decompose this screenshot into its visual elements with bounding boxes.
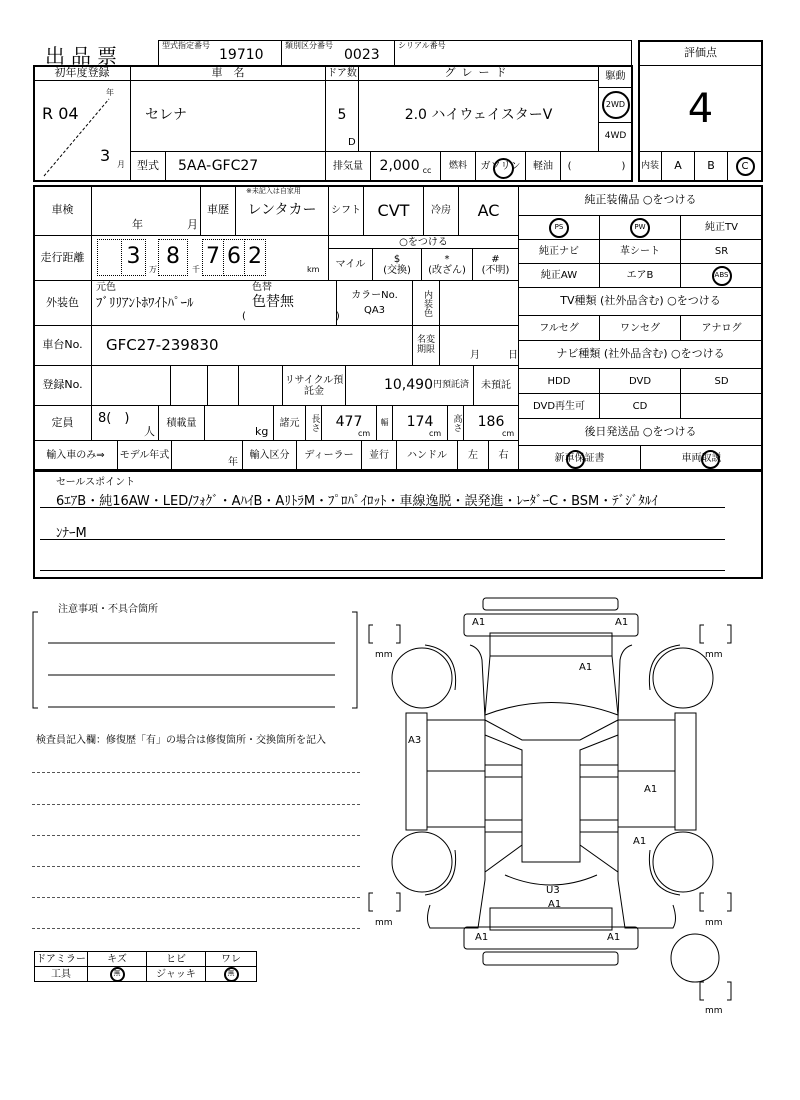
load-label: 積載量: [158, 405, 205, 441]
label: 月: [470, 350, 480, 361]
label: 千: [192, 265, 200, 274]
handle-label: ハンドル: [396, 440, 458, 471]
fuel-other[interactable]: ( ): [560, 151, 633, 182]
displacement-value: 2,000: [379, 157, 420, 174]
navi-header: ナビ種類 (社外品含む) ○をつける: [518, 340, 763, 369]
jack-label: ジャッキ: [146, 966, 206, 982]
label: 元色: [96, 282, 116, 293]
label: 純正TV: [705, 222, 738, 233]
mirror-scratch[interactable]: キズ: [87, 951, 147, 967]
spec-label: 諸元: [273, 405, 306, 441]
history-label: 車歴: [200, 185, 236, 236]
label: cm: [502, 429, 515, 438]
left-rear-window: [485, 832, 522, 872]
mirror-crack[interactable]: ヒビ: [146, 951, 206, 967]
history-note: ※未記入は自家用: [246, 187, 301, 195]
front-left-wheel: [392, 648, 452, 708]
label: cc: [422, 166, 432, 176]
right-rocker: [675, 713, 696, 830]
damage-mark: U3: [546, 885, 560, 896]
rear-right-wheel: [653, 832, 713, 892]
label: 年: [132, 218, 143, 231]
label: 円預託済: [432, 379, 469, 390]
interior-label: 内装: [638, 151, 662, 182]
sheet-title: 出品票: [45, 44, 123, 68]
height-label: 高さ: [447, 405, 464, 441]
name-change-label: 名変期限: [412, 325, 440, 366]
label: 新車保証書: [554, 452, 605, 464]
damage-mark: A1: [644, 784, 658, 795]
label: 人: [144, 425, 155, 438]
damage-mark: A1: [475, 932, 489, 943]
label: カラーNo.: [351, 290, 398, 301]
reg-no-label: 登録No.: [33, 365, 92, 406]
recycle-label: リサイクル預託金: [282, 365, 346, 406]
mileage-digit: 7: [202, 239, 224, 276]
circled-mark: PS: [549, 218, 569, 238]
right-rear-door: [618, 771, 675, 827]
label: 年: [228, 457, 238, 468]
circled-mark: ABS: [712, 266, 732, 286]
first-reg-month: 3: [100, 146, 111, 165]
damage-mark: A1: [472, 617, 486, 628]
label: 車両取説: [681, 452, 722, 464]
tv-analog[interactable]: アナログ: [680, 315, 763, 341]
first-reg-year: R 04: [42, 104, 79, 123]
left-rocker: [406, 713, 427, 830]
navi-sd[interactable]: SD: [680, 368, 763, 394]
mileage-mark-mile[interactable]: マイル: [328, 248, 373, 281]
hood: [485, 656, 618, 715]
doors-number: 5: [337, 107, 347, 124]
spare-tire: [671, 934, 719, 982]
grade-value: 2.0 ハイウェイスターV: [358, 80, 599, 152]
length-value: 477: [335, 414, 363, 431]
sales-point-line-1: 6ｴｱB・純16AW・LED/ﾌｫｸﾞ・AﾊｲB・AﾘﾄﾗM・ﾌﾟﾛﾊﾟｲﾛｯﾄ・車線逸脱・誤発進・ﾚｰﾀﾞｰC・BSM・ﾃﾞｼﾞﾀﾙｲ: [56, 494, 658, 509]
label: 革シート: [620, 246, 660, 257]
score-value: 4: [638, 65, 763, 152]
tv-header: TV種類 (社外品含む) ○をつける: [518, 287, 763, 316]
first-reg-label: 初年度登録: [33, 65, 131, 81]
sales-point-line-2: ﾝﾅｰM: [56, 526, 87, 541]
navi-cd[interactable]: CD: [599, 393, 681, 419]
interior-color-label: 内装色: [412, 280, 440, 326]
left-mid-window: [485, 777, 522, 820]
mileage-mark-header: ○をつける: [328, 235, 519, 249]
model-label: 型式: [130, 151, 166, 182]
model-value: 5AA-GFC27: [165, 151, 326, 182]
label: ( ): [242, 311, 340, 322]
later-header: 後日発送品 ○をつける: [518, 418, 763, 446]
tv-oneseg[interactable]: ワンセグ: [599, 315, 681, 341]
caution-label: 注意事項・不具合箇所: [58, 604, 158, 615]
damage-mark: A3: [408, 735, 422, 746]
label: 月: [187, 218, 198, 231]
label: 日: [508, 350, 518, 361]
label: cm: [358, 429, 371, 438]
label: 型式指定番号: [162, 41, 210, 50]
bracket-spare: [700, 982, 731, 1000]
label: エアB: [626, 270, 654, 281]
mileage-label: 走行距離: [33, 235, 92, 281]
left-rear-door: [427, 771, 485, 827]
category-value: 0023: [344, 47, 380, 63]
mileage-mark-exchanged[interactable]: $ (交換): [372, 248, 422, 281]
fuel-diesel[interactable]: 軽油: [525, 151, 561, 182]
left-front-door: [427, 720, 485, 771]
front-right-wheel: [653, 648, 713, 708]
exterior-color-label: 外装色: [33, 280, 92, 326]
length-label: 長さ: [305, 405, 322, 441]
chassis-value: GFC27-239830: [91, 325, 413, 366]
history-value: レンタカー: [247, 201, 317, 218]
damage-mark: A1: [615, 617, 629, 628]
tools-label: 工具: [34, 966, 88, 982]
label: 類別区分番号: [285, 41, 333, 50]
capacity-value: 8( ): [98, 411, 130, 426]
import-parallel[interactable]: 並行: [361, 440, 397, 471]
left-fender: [428, 645, 486, 928]
shift-value: CVT: [363, 185, 424, 236]
navi-dvd[interactable]: DVD: [599, 368, 681, 394]
circled-mark: PW: [630, 218, 650, 238]
left-front-window: [485, 735, 522, 765]
import-type-label: 輸入区分: [242, 440, 297, 471]
recycle-not-deposited[interactable]: 未預託: [473, 365, 519, 406]
mileage-digit: 8: [158, 239, 188, 276]
mm-label: mm: [705, 918, 723, 928]
label: 色替: [252, 282, 272, 293]
inspection-label: 車検: [33, 185, 92, 236]
label: SR: [714, 246, 729, 257]
car-name: セレナ: [130, 80, 326, 152]
capacity-label: 定員: [33, 405, 92, 441]
chassis-label: 車台No.: [33, 325, 92, 366]
import-dealer[interactable]: ディーラー: [296, 440, 362, 471]
mileage-digit: 3: [121, 239, 146, 276]
equipment-header: 純正装備品 ○をつける: [518, 185, 763, 216]
navi-dvd-playback[interactable]: DVD再生可: [518, 393, 600, 419]
sales-point-label: セールスポイント: [56, 477, 136, 488]
handle-left[interactable]: 左: [457, 440, 489, 471]
doors-label: ドア数: [325, 65, 359, 81]
damage-mark: A1: [579, 662, 593, 673]
right-mid-window: [580, 777, 618, 820]
displacement-label: 排気量: [325, 151, 371, 182]
fuel-label: 燃料: [440, 151, 476, 182]
navi-hdd[interactable]: HDD: [518, 368, 600, 394]
damage-mark: A1: [607, 932, 621, 943]
right-front-door: [618, 720, 675, 771]
rear-left-wheel: [392, 832, 452, 892]
color-no-value: QA3: [363, 305, 386, 316]
grade-label: グレード: [358, 65, 599, 81]
circled-mark: 無: [224, 967, 239, 982]
rear-glass: [505, 875, 597, 885]
inspector-label: 検査員記入欄：修復歴「有」の場合は修復箇所・交換箇所を記入: [36, 735, 326, 746]
label: D: [348, 137, 356, 148]
handle-right[interactable]: 右: [488, 440, 519, 471]
front-grille: [483, 598, 618, 610]
damage-mark: A1: [548, 899, 562, 910]
drive-label: 駆動: [598, 65, 633, 88]
repaint-value: 色替無: [252, 294, 294, 310]
label: kg: [255, 425, 269, 438]
right-front-window: [580, 735, 618, 765]
label: 月: [117, 160, 125, 169]
height-value: 186: [477, 414, 505, 431]
label: シリアル番号: [398, 41, 446, 50]
mm-label: mm: [705, 650, 723, 660]
model-year-label: モデル年式: [117, 440, 172, 471]
mileage-mark-tampered[interactable]: * (改ざん): [421, 248, 473, 281]
mm-label: mm: [375, 650, 393, 660]
interior-option-a[interactable]: A: [661, 151, 695, 182]
bracket-rr: [700, 893, 731, 911]
right-rear-window: [580, 832, 618, 872]
ac-value: AC: [458, 185, 519, 236]
rear-step: [483, 952, 618, 965]
windshield-edge: [485, 720, 618, 740]
label: cm: [429, 429, 442, 438]
label: 年: [106, 88, 114, 97]
mirror-broken[interactable]: ワレ: [205, 951, 257, 967]
circled-mark: 2WD: [602, 91, 630, 119]
roof: [522, 750, 580, 862]
damage-mark: A1: [633, 836, 647, 847]
tv-fullseg[interactable]: フルセグ: [518, 315, 600, 341]
label: km: [307, 265, 320, 274]
door-mirror-label: ドアミラー: [34, 951, 88, 967]
label: 純正AW: [540, 270, 578, 281]
mileage-digit: 6: [223, 239, 245, 276]
score-label: 評価点: [638, 40, 763, 66]
mm-label: mm: [705, 1006, 723, 1016]
car-name-label: 車 名: [130, 65, 326, 81]
shift-label: シフト: [328, 185, 364, 236]
circled-mark: C: [736, 157, 755, 176]
circled-mark: 無: [110, 967, 125, 982]
width-value: 174: [406, 414, 434, 431]
label: 万: [149, 265, 157, 274]
import-label: 輸入車のみ⇒: [33, 440, 118, 471]
interior-option-b[interactable]: B: [694, 151, 728, 182]
recycle-amount: 10,490: [383, 376, 433, 393]
bracket-fl: [369, 625, 400, 643]
type-designation-value: 19710: [219, 47, 264, 63]
width-label: 幅: [376, 405, 393, 441]
drive-4wd[interactable]: 4WD: [598, 122, 633, 152]
label: 純正ナビ: [539, 246, 579, 257]
mileage-digit: 2: [244, 239, 266, 276]
original-color: ﾌﾞﾘﾘｱﾝﾄﾎﾜｲﾄﾊﾟｰﾙ: [96, 296, 194, 311]
mm-label: mm: [375, 918, 393, 928]
bracket-rl: [369, 893, 400, 911]
bracket-fr: [700, 625, 731, 643]
label: ガソリン: [480, 161, 521, 172]
mileage-mark-unknown[interactable]: # (不明): [472, 248, 519, 281]
ac-label: 冷房: [423, 185, 459, 236]
